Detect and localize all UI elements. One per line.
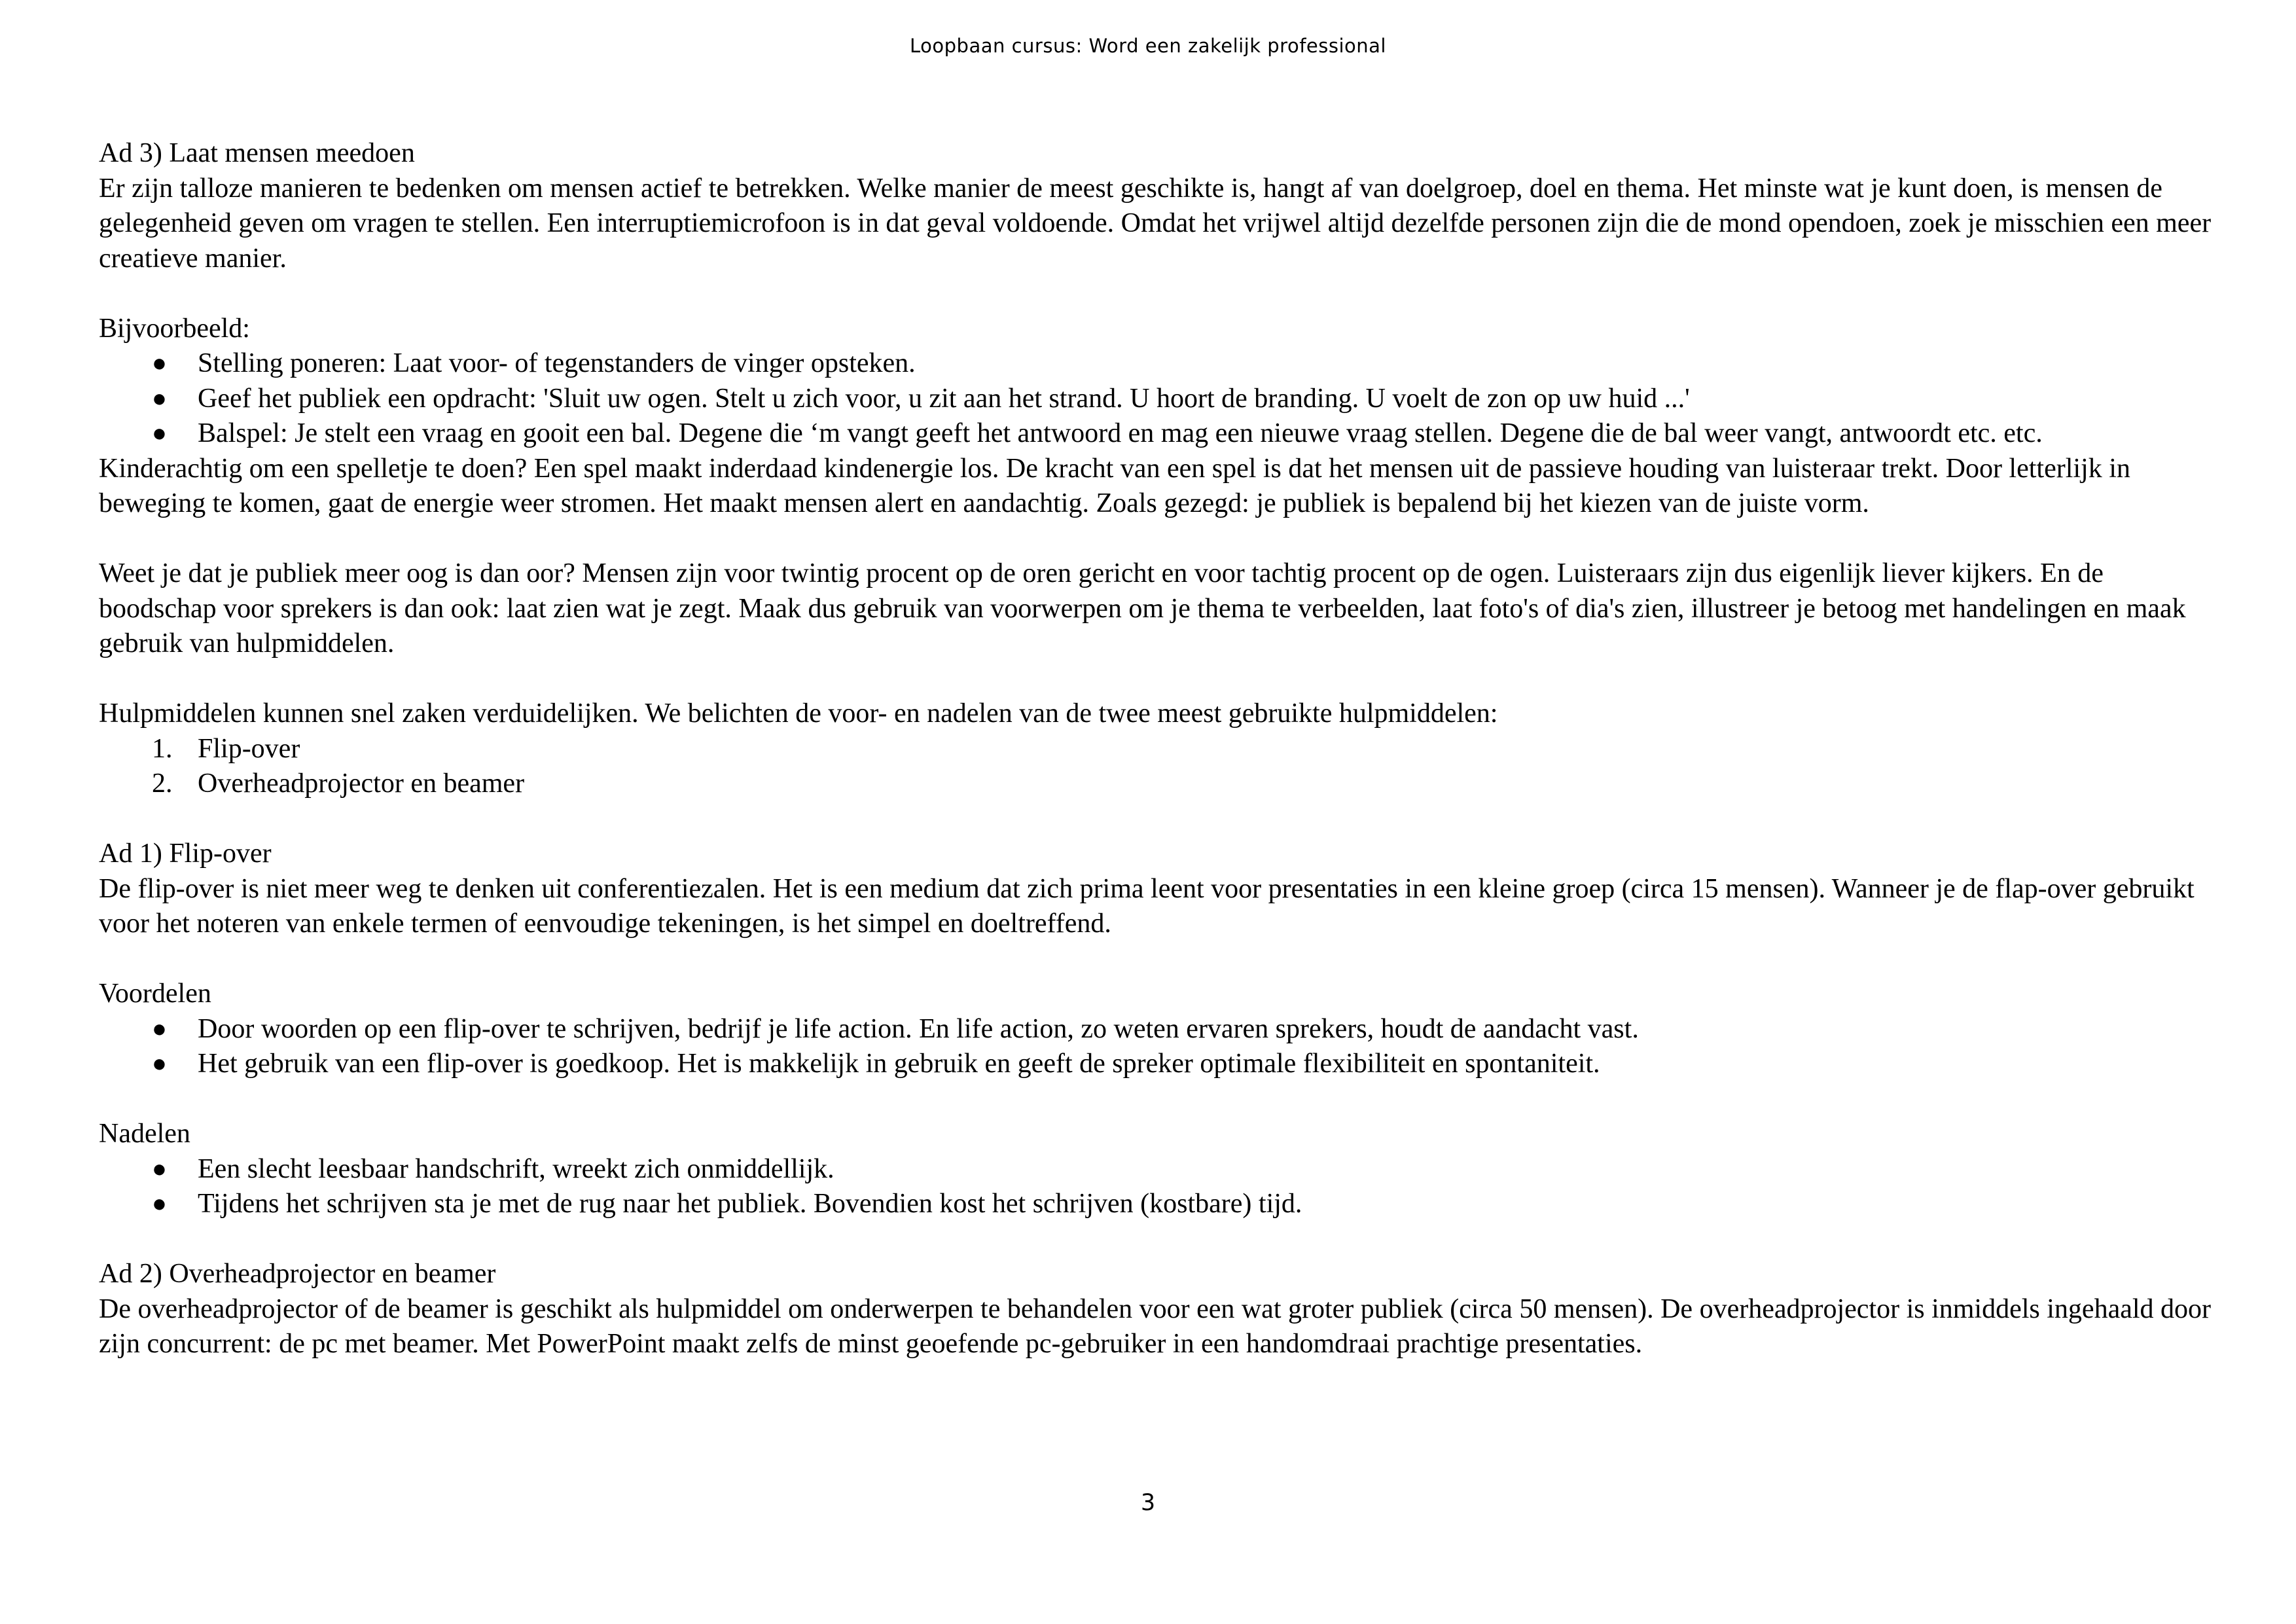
list-item (99, 346, 2219, 382)
paragraph-spacer (99, 276, 2219, 312)
bullet-icon: ● (152, 1015, 167, 1043)
paragraph-spacer (99, 1082, 2219, 1117)
paragraph-spacer (99, 942, 2219, 977)
examples-label: Bijvoorbeeld: (99, 313, 250, 344)
list-item-text: Tijdens het schrijven sta je met de rug naar het publiek. Bovendien kost het schrijven (kostbare) tijd. (198, 1189, 1302, 1219)
paragraph-spacer (99, 1222, 2219, 1257)
list-item (99, 1152, 2219, 1187)
pros-bullet-list (99, 1012, 2219, 1082)
bullet-icon: ● (152, 350, 167, 377)
list-item (99, 1187, 2219, 1222)
paragraph-overheadprojector-intro: De overheadprojector of de beamer is geschikt als hulpmiddel om onderwerpen te behandelen voor een wat groter publiek (circa 50 mensen). De overheadprojector is inmiddels ingehaald door zijn concurrent: de pc met beamer. Met PowerPoint maakt zelfs de minst geoefende pc-gebruiker in een handomdraai prachtige presentaties. (99, 1293, 2212, 1359)
cons-bullet-list (99, 1152, 2219, 1222)
cons-label: Nadelen (99, 1119, 190, 1149)
bullet-icon: ● (152, 420, 167, 447)
list-item (99, 416, 2219, 452)
list-item-text: Overheadprojector en beamer (198, 768, 525, 799)
list-item-text: Stelling poneren: Laat voor- of tegenstanders de vinger opsteken. (198, 348, 916, 378)
list-item-text: Flip-over (198, 733, 300, 764)
page-body (99, 136, 2219, 1362)
bullet-icon: ● (152, 384, 167, 412)
list-item-text: Geef het publiek een opdracht: 'Sluit uw ogen. Stelt u zich voor, u zit aan het strand. U hoort de branding. U voelt de zon op uw huid ...' (198, 383, 1690, 414)
section-heading-flip-over: Ad 1) Flip-over (99, 839, 272, 869)
bullet-icon: ● (152, 1050, 167, 1077)
paragraph-eyes-and-ears: Weet je dat je publiek meer oog is dan oor? Mensen zijn voor twintig procent op de oren gericht en voor tachtig procent op de ogen. Luisteraars zijn dus eigenlijk liever kijkers. En de boodschap voor sprekers is dan ook: laat zien wat je zegt. Maak dus gebruik van voorwerpen om je thema te verbeelden, laat foto's of dia's zien, illustreer je betoog met handelingen en maak gebruik van hulpmiddelen. (99, 558, 2186, 659)
running-header: Loopbaan cursus: Word een zakelijk professional (910, 35, 1386, 57)
page-number: 3 (1140, 1490, 1156, 1516)
paragraph-aids: Hulpmiddelen kunnen snel zaken verduidelijken. We belichten de voor- en nadelen van de twee meest gebruikte hulpmiddelen: (99, 698, 1498, 729)
list-item-text: Balspel: Je stelt een vraag en gooit een bal. Degene die ‘m vangt geeft het antwoord en mag een nieuwe vraag stellen. Degene die de bal weer vangt, antwoordt etc. etc. (198, 418, 2043, 448)
list-item (99, 732, 2219, 767)
examples-bullet-list (99, 346, 2219, 452)
list-item-text: Een slecht leesbaar handschrift, wreekt zich onmiddellijk. (198, 1153, 834, 1184)
bullet-icon: ● (152, 1155, 167, 1183)
list-item (99, 767, 2219, 802)
list-item-text: Het gebruik van een flip-over is goedkoop. Het is makkelijk in gebruik en geeft de spreker optimale flexibiliteit en spontaniteit. (198, 1049, 1600, 1079)
bullet-icon: ● (152, 1190, 167, 1218)
list-item (99, 1047, 2219, 1082)
paragraph-spacer (99, 802, 2219, 837)
list-item (99, 1012, 2219, 1047)
section-heading-overheadprojector: Ad 2) Overheadprojector en beamer (99, 1259, 496, 1289)
list-item (99, 382, 2219, 417)
aids-numbered-list (99, 732, 2219, 802)
section-heading-laat-mensen-meedoen: Ad 3) Laat mensen meedoen (99, 138, 415, 168)
paragraph-spacer (99, 662, 2219, 697)
paragraph-intro-participation: Er zijn talloze manieren te bedenken om mensen actief te betrekken. Welke manier de meest geschikte is, hangt af van doelgroep, doel en thema. Het minste wat je kunt doen, is mensen de gelegenheid geven om vragen te stellen. Een interruptiemicrofoon is in dat geval voldoende. Omdat het vrijwel altijd dezelfde personen zijn die de mond opendoen, zoek je misschien een meer creatieve manier. (99, 173, 2212, 274)
paragraph-games: Kinderachtig om een spelletje te doen? Een spel maakt inderdaad kindenergie los. De kracht van een spel is dat het mensen uit de passieve houding van luisteraar trekt. Door letterlijk in beweging te komen, gaat de energie weer stromen. Het maakt mensen alert en aandachtig. Zoals gezegd: je publiek is bepalend bij het kiezen van de juiste vorm. (99, 453, 2130, 518)
list-number: 2. (152, 768, 173, 799)
pros-label: Voordelen (99, 979, 211, 1009)
paragraph-flip-over-intro: De flip-over is niet meer weg te denken uit conferentiezalen. Het is een medium dat zich prima leent voor presentaties in een kleine groep (circa 15 mensen). Wanneer je de flap-over gebruikt voor het noteren van enkele termen of eenvoudige tekeningen, is het simpel en doeltreffend. (99, 873, 2195, 939)
paragraph-spacer (99, 522, 2219, 557)
list-number: 1. (152, 733, 173, 764)
list-item-text: Door woorden op een flip-over te schrijven, bedrijf je life action. En life action, zo weten ervaren sprekers, houdt de aandacht vast. (198, 1013, 1639, 1044)
